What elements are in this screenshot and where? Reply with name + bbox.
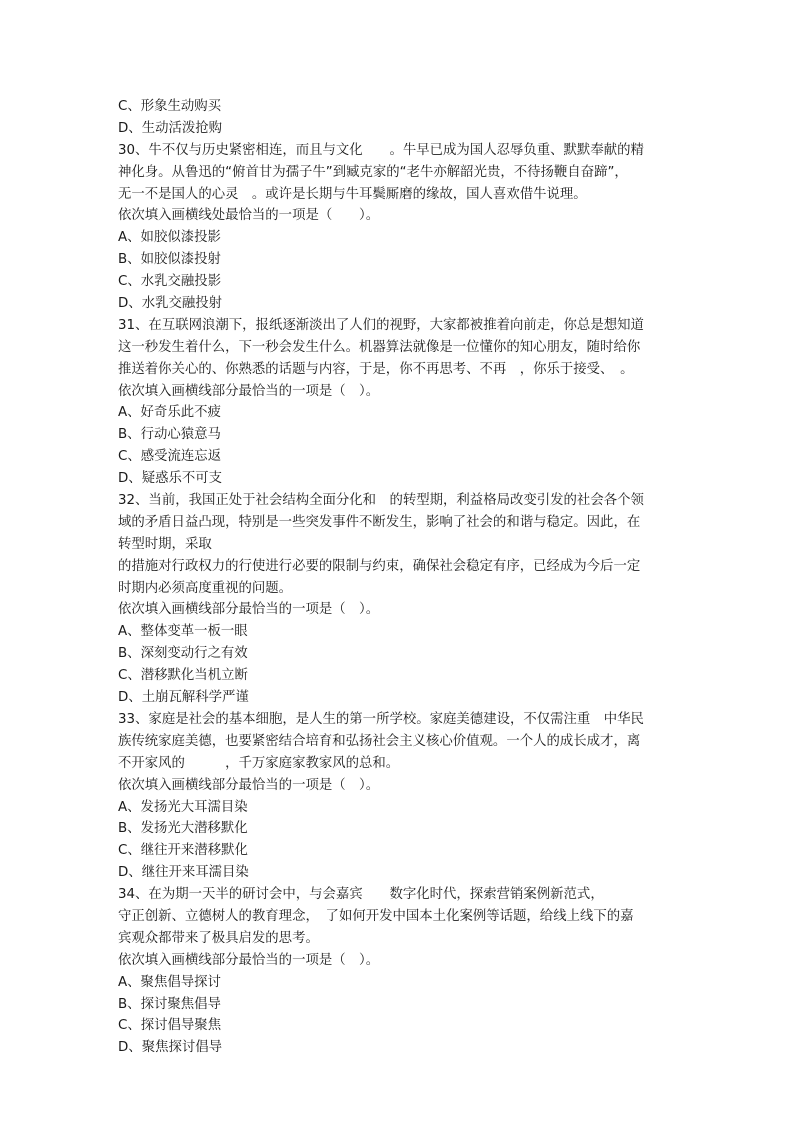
option-b: B、探讨聚焦倡导 <box>118 996 221 1012</box>
option-d: D、水乳交融投射 <box>118 296 223 312</box>
option-a: A、如胶似漆投影 <box>118 230 221 246</box>
question-stem-line: 宾观众都带来了极具启发的思考。 <box>118 930 319 946</box>
question-stem-line: 不开家风的 ，千万家庭家教家风的总和。 <box>118 755 400 771</box>
question-stem-line: 神化身。从鲁迅的“俯首甘为孺子牛”到臧克家的“老牛亦解韶光贵，不待扬鞭自奋蹄”， <box>118 164 628 180</box>
option-item: C、形象生动购买 <box>118 99 222 114</box>
option-b: B、深刻变动行之有效 <box>118 646 248 662</box>
question-stem-line: 时期内必须高度重视的问题。 <box>118 580 293 596</box>
question-prompt: 依次填入画横线部分最恰当的一项是（ ）。 <box>118 952 380 968</box>
option-c: C、感受流连忘返 <box>118 449 222 465</box>
option-a: A、聚焦倡导探讨 <box>118 974 221 990</box>
question-32 <box>118 490 678 709</box>
option-b: B、如胶似漆投射 <box>118 252 221 268</box>
question-stem-line: 的措施对行政权力的行使进行必要的限制与约束，确保社会稳定有序，已经成为今后一定 <box>118 558 641 574</box>
option-c: C、继往开来潜移默化 <box>118 843 248 859</box>
option-a: A、整体变革一板一眼 <box>118 624 248 640</box>
question-stem-line: 33、家庭是社会的基本细胞，是人生的第一所学校。家庭美德建设，不仅需注重 中华民 <box>118 711 644 727</box>
option-d: D、继往开来耳濡目染 <box>118 865 249 881</box>
option-c: C、探讨倡导聚焦 <box>118 1018 222 1034</box>
question-prompt: 依次填入画横线部分最恰当的一项是（ ）。 <box>118 602 380 618</box>
option-a: A、发扬光大耳濡目染 <box>118 799 248 815</box>
option-a: A、好奇乐此不疲 <box>118 405 221 421</box>
document-content <box>118 96 678 1059</box>
question-stem-line: 族传统家庭美德，也要紧密结合培育和弘扬社会主义核心价值观。一个人的成长成才，离 <box>118 733 641 749</box>
previous-question-options <box>118 96 678 140</box>
option-b: B、发扬光大潜移默化 <box>118 821 248 837</box>
option-d: D、疑惑乐不可支 <box>118 471 223 487</box>
question-prompt: 依次填入画横线部分最恰当的一项是（ ）。 <box>118 383 380 399</box>
question-stem-line: 31、在互联网浪潮下，报纸逐渐淡出了人们的视野，大家都被推着向前走，你总是想知道 <box>118 317 644 333</box>
option-item: D、生动活泼抢购 <box>118 120 223 136</box>
question-prompt: 依次填入画横线部分最恰当的一项是（ ）。 <box>118 777 380 793</box>
question-stem-line: 30、牛不仅与历史紧密相连，而且与文化 。牛早已成为国人忍辱负重、默默奉献的精 <box>118 142 644 158</box>
question-stem-line: 无一不是国人的心灵 。或许是长期与牛耳鬓厮磨的缘故，国人喜欢借牛说理。 <box>118 186 587 202</box>
question-33 <box>118 709 678 884</box>
question-stem-line: 34、在为期一天半的研讨会中，与会嘉宾 数字化时代，探索营销案例新范式， <box>118 887 604 903</box>
question-stem-line: 守正创新、立德树人的教育理念， 了如何开发中国本土化案例等话题，给线上线下的嘉 <box>118 908 634 924</box>
question-prompt: 依次填入画横线处最恰当的一项是（ ）。 <box>118 208 380 224</box>
question-stem-line: 这一秒发生着什么，下一秒会发生什么。机器算法就像是一位懂你的知心朋友，随时给你 <box>118 339 641 355</box>
question-31 <box>118 315 678 490</box>
question-stem-line: 域的矛盾日益凸现，特别是一些突发事件不断发生，影响了社会的和谐与稳定。因此，在 <box>118 514 641 530</box>
question-stem-line: 转型时期，采取 <box>118 536 212 552</box>
option-d: D、聚焦探讨倡导 <box>118 1040 223 1056</box>
question-30 <box>118 140 678 315</box>
question-stem-line: 32、当前，我国正处于社会结构全面分化和 的转型期，利益格局改变引发的社会各个领 <box>118 493 644 509</box>
option-c: C、潜移默化当机立断 <box>118 668 248 684</box>
option-b: B、行动心猿意马 <box>118 427 221 443</box>
option-d: D、土崩瓦解科学严谨 <box>118 690 249 706</box>
option-c: C、水乳交融投影 <box>118 274 222 290</box>
question-stem-line: 推送着你关心的、你熟悉的话题与内容，于是，你不再思考、不再 ，你乐于接受、 。 <box>118 361 634 377</box>
question-34 <box>118 884 678 1059</box>
